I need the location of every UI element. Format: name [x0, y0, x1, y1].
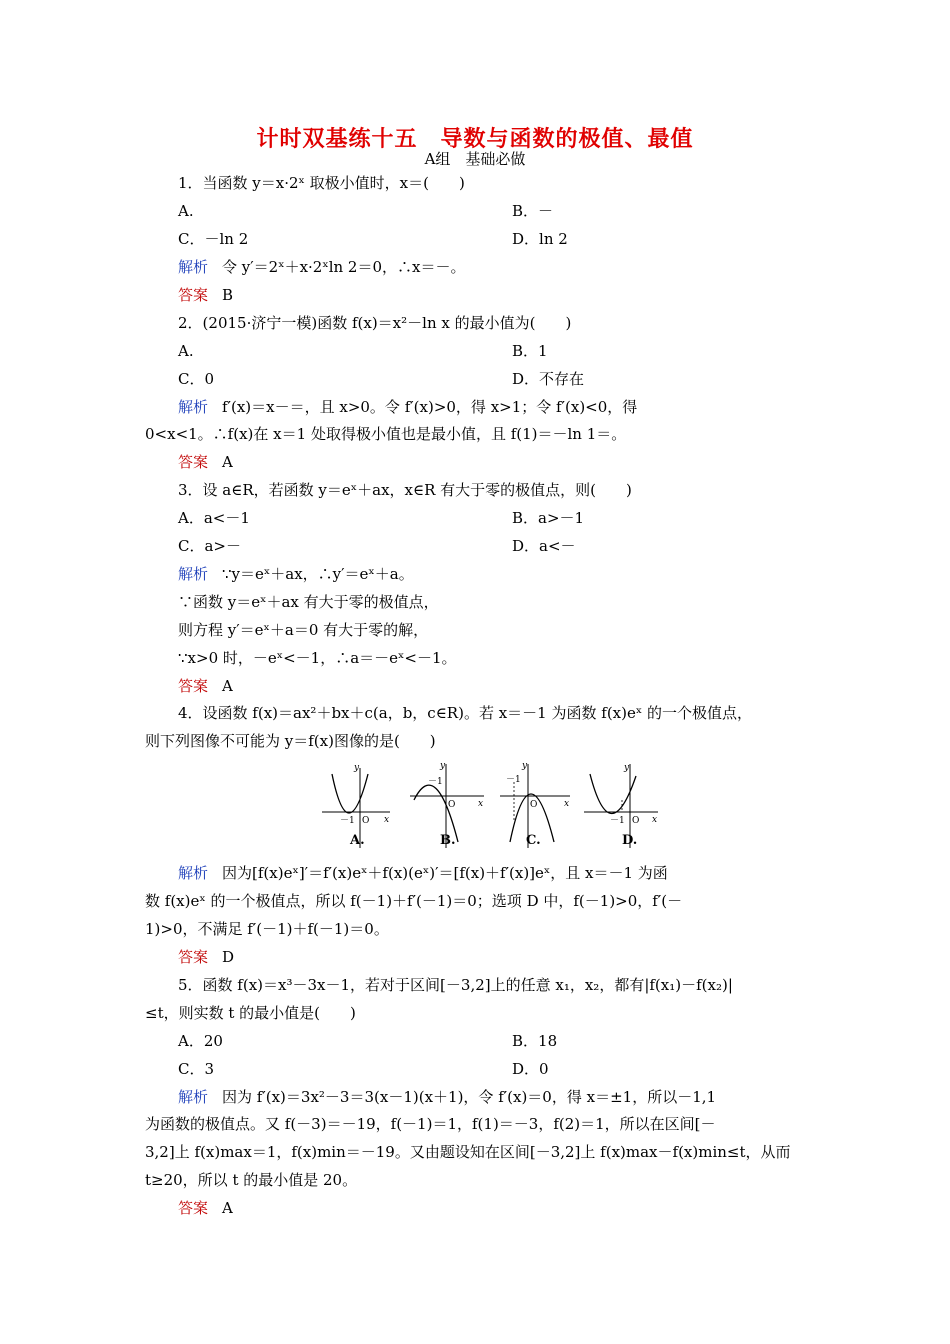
- answer-tag: 答案: [178, 453, 209, 471]
- q2-solution-line1: [178, 397, 810, 417]
- q1-answer: [178, 285, 810, 305]
- q5-solution-line1: [178, 1087, 810, 1107]
- q3-option-c: C．a>－: [178, 537, 241, 555]
- graph-a-label: A.: [350, 833, 365, 848]
- q4-solution-line3: 1)>0，不满足 f′(－1)＋f(－1)＝0。: [145, 920, 389, 938]
- graph-a-origin: O: [362, 816, 370, 826]
- q3-solution-line4: ∵x>0 时，－eˣ<－1，∴a＝－eˣ<－1。: [178, 649, 457, 667]
- q3-solution-text1: ∵y＝eˣ＋ax，∴y′＝eˣ＋a。: [222, 565, 414, 583]
- q5-stem-line2: ≤t，则实数 t 的最小值是( ): [145, 1004, 356, 1022]
- q5-stem-line1: 5．函数 f(x)＝x³－3x－1，若对于区间[－3,2]上的任意 x₁，x₂，都有|f(x₁)－f(x₂)|: [178, 976, 733, 994]
- q2-solution-line2: 0<x<1。∴f(x)在 x＝1 处取得极小值也是最小值，且 f(1)＝－ln 1＝。: [145, 425, 627, 443]
- graph-d-minus-one: －1: [610, 816, 625, 826]
- section-subtitle: A组 基础必做: [424, 150, 526, 168]
- q5-answer-value: A: [222, 1199, 233, 1217]
- q2-answer-value: A: [222, 453, 233, 471]
- answer-tag: 答案: [178, 677, 209, 695]
- solution-tag: 解析: [178, 864, 209, 882]
- q5-option-d: D．0: [512, 1060, 549, 1078]
- q4-stem-line2: 则下列图像不可能为 y＝f(x)图像的是( ): [145, 732, 436, 750]
- q5-answer: [178, 1198, 810, 1218]
- q3-answer-value: A: [222, 677, 233, 695]
- q5-option-b: B．18: [512, 1032, 558, 1050]
- graph-c-x-label: x: [564, 799, 570, 809]
- q2-option-c: C．0: [178, 370, 215, 388]
- q2-option-b: B．1: [512, 342, 548, 360]
- q4-graphs-svg: [318, 760, 668, 852]
- q2-stem: 2．(2015·济宁一模)函数 f(x)＝x²－ln x 的最小值为( ): [178, 314, 572, 332]
- graph-b-y-label: y: [440, 761, 446, 771]
- answer-tag: 答案: [178, 1199, 209, 1217]
- q3-solution-line2: ∵函数 y＝eˣ＋ax 有大于零的极值点，: [178, 593, 439, 611]
- graph-a-x-label: x: [384, 815, 390, 825]
- graph-c-origin: O: [530, 800, 538, 810]
- page-title: 计时双基练十五 导数与函数的极值、最值: [256, 126, 694, 152]
- q5-solution-line4: t≥20，所以 t 的最小值是 20。: [145, 1171, 358, 1189]
- graph-d-label: D.: [622, 833, 638, 848]
- q3-solution-line1: [178, 564, 810, 584]
- q5-option-c: C．3: [178, 1060, 215, 1078]
- q2-answer: [178, 452, 810, 472]
- graph-b-label: B.: [440, 833, 456, 848]
- q4-solution-text1: 因为[f(x)eˣ]′＝f′(x)eˣ＋f(x)(eˣ)′＝[f(x)＋f′(x)]eˣ，且 x＝－1 为函: [222, 864, 668, 882]
- q3-option-a: A．a<－1: [178, 509, 250, 527]
- q5-solution-line2: 为函数的极值点。又 f(－3)＝－19，f(－1)＝1，f(1)＝－3，f(2)＝1，所以在区间[－: [145, 1115, 716, 1133]
- q2-option-d: D．不存在: [512, 370, 585, 388]
- graph-b-x-label: x: [478, 799, 484, 809]
- graph-b-origin: O: [448, 800, 456, 810]
- graph-a-minus-one: －1: [340, 816, 355, 826]
- q1-solution-text: 令 y′＝2ˣ＋x·2ˣln 2＝0，∴x＝－。: [222, 258, 466, 276]
- solution-tag: 解析: [178, 398, 209, 416]
- q4-stem-line1: 4．设函数 f(x)＝ax²＋bx＋c(a，b，c∈R)。若 x＝－1 为函数 f(x)eˣ 的一个极值点，: [178, 704, 752, 722]
- q4-answer: [178, 947, 810, 967]
- q3-answer: [178, 676, 810, 696]
- q4-graphs-figure: [318, 760, 668, 852]
- q3-solution-line3: 则方程 y′＝eˣ＋a＝0 有大于零的解，: [178, 621, 429, 639]
- q1-option-d: D．ln 2: [512, 230, 568, 248]
- graph-d-origin: O: [632, 816, 640, 826]
- q1-stem: 1．当函数 y＝x·2ˣ 取极小值时，x＝( ): [178, 174, 465, 192]
- solution-tag: 解析: [178, 258, 209, 276]
- q3-option-d: D．a<－: [512, 537, 576, 555]
- q1-option-b: B．－: [512, 202, 554, 220]
- q1-answer-value: B: [222, 286, 234, 304]
- q4-solution-line2: 数 f(x)eˣ 的一个极值点，所以 f(－1)＋f′(－1)＝0；选项 D 中，f(－1)>0，f′(－: [145, 892, 683, 910]
- q2-solution-text1: f′(x)＝x－＝，且 x>0。令 f′(x)>0，得 x>1；令 f′(x)<0，得: [222, 398, 638, 416]
- q5-option-a: A．20: [178, 1032, 223, 1050]
- q1-option-a: A.: [178, 202, 194, 220]
- graph-d-y-label: y: [624, 763, 630, 773]
- q4-answer-value: D: [222, 948, 235, 966]
- solution-tag: 解析: [178, 565, 209, 583]
- q2-option-a: A.: [178, 342, 194, 360]
- graph-a-y-label: y: [354, 763, 360, 773]
- graph-c-y-label: y: [522, 761, 528, 771]
- answer-tag: 答案: [178, 948, 209, 966]
- q5-solution-line3: 3,2]上 f(x)max＝1，f(x)min＝－19。又由题设知在区间[－3,2]上 f(x)max－f(x)min≤t，从而: [145, 1143, 791, 1161]
- graph-c-minus-one: －1: [506, 775, 521, 785]
- graph-b-minus-one: －1: [428, 777, 443, 787]
- q4-solution-line1: [178, 863, 810, 883]
- graph-d-x-label: x: [652, 815, 658, 825]
- answer-tag: 答案: [178, 286, 209, 304]
- graph-c-label: C.: [526, 833, 541, 848]
- q5-solution-text1: 因为 f′(x)＝3x²－3＝3(x－1)(x＋1)，令 f′(x)＝0，得 x＝±1，所以－1,1: [222, 1088, 717, 1106]
- graph-d: [584, 763, 658, 848]
- q1-option-c: C．－ln 2: [178, 230, 249, 248]
- q1-solution: [178, 257, 810, 277]
- solution-tag: 解析: [178, 1088, 209, 1106]
- q3-option-b: B．a>－1: [512, 509, 585, 527]
- q3-stem: 3．设 a∈R，若函数 y＝eˣ＋ax，x∈R 有大于零的极值点，则( ): [178, 481, 632, 499]
